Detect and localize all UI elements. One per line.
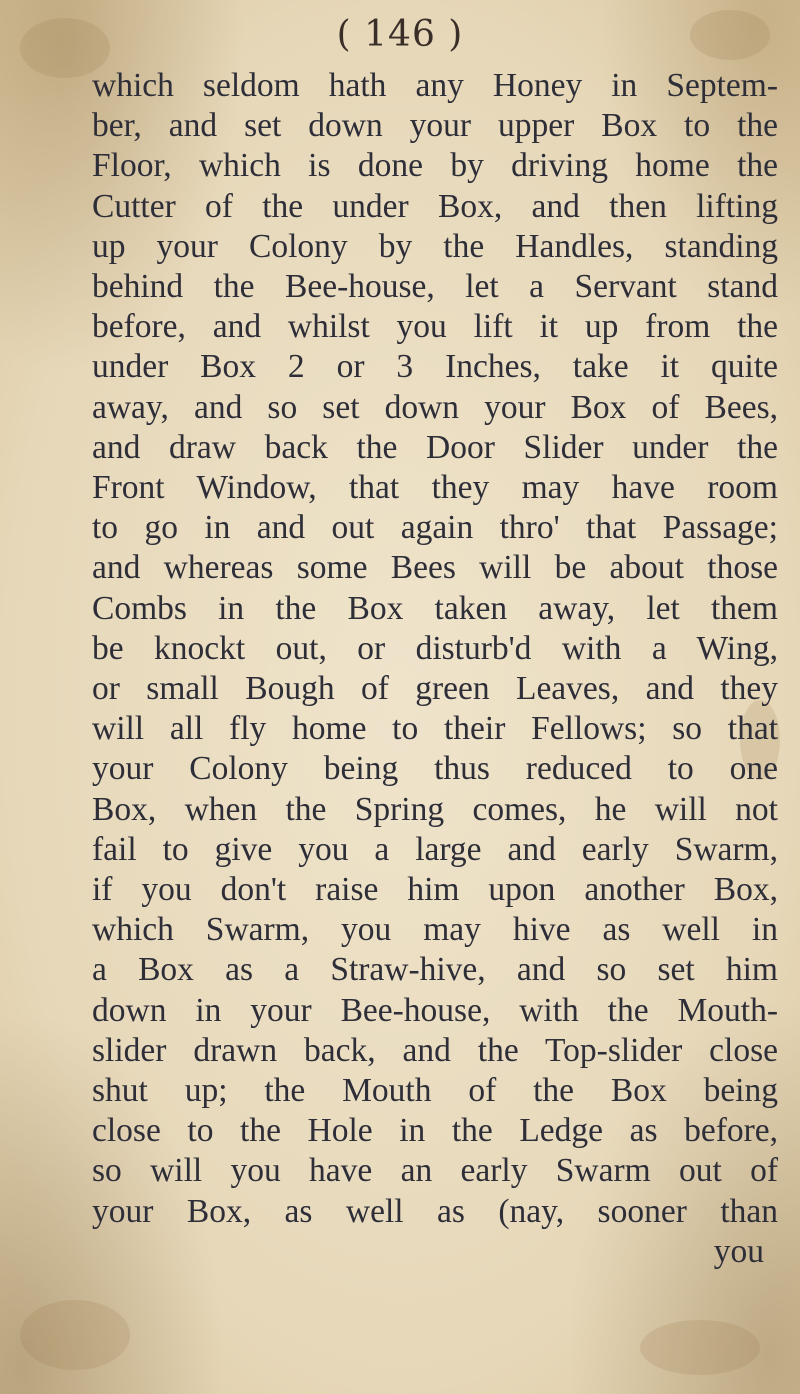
catchword: you [713,1232,764,1270]
text-line: Floor, which is done by driving home the [92,147,778,185]
text-line: a Box as a Straw-hive, and so set him [92,951,778,989]
text-line: Combs in the Box taken away, let them [92,589,778,627]
text-line: to go in and out again thro' that Passage; [92,509,778,547]
text-line: shut up; the Mouth of the Box being [92,1072,778,1110]
text-line: your Colony being thus reduced to one [92,750,778,788]
text-line: your Box, as well as (nay, sooner than [92,1192,778,1230]
text-line: so will you have an early Swarm out of [92,1152,778,1190]
text-line: and whereas some Bees will be about those [92,549,778,587]
text-line: which seldom hath any Honey in Septem- [92,67,778,104]
text-line: will all fly home to their Fellows; so that [92,710,778,748]
paper-stain [20,1300,130,1370]
text-line: fail to give you a large and early Swarm, [92,830,778,868]
text-line: be knockt out, or disturb'd with a Wing, [92,629,778,667]
text-line: Box, when the Spring comes, he will not [92,790,778,828]
text-line: slider drawn back, and the Top-slider close [92,1031,778,1069]
text-line: before, and whilst you lift it up from the [92,308,778,346]
paper-stain [640,1320,760,1375]
text-line: down in your Bee-house, with the Mouth- [92,991,778,1029]
text-line: Front Window, that they may have room [92,469,778,507]
text-line: under Box 2 or 3 Inches, take it quite [92,348,778,386]
text-line: which Swarm, you may hive as well in [92,911,778,949]
text-line: ber, and set down your upper Box to the [92,107,778,145]
text-line: behind the Bee-house, let a Servant stand [92,268,778,306]
text-line: and draw back the Door Slider under the [92,428,778,466]
text-line: Cutter of the under Box, and then lifting [92,187,778,225]
text-line: or small Bough of green Leaves, and they [92,670,778,708]
text-line: if you don't raise him upon another Box, [92,871,778,909]
text-line: away, and so set down your Box of Bees, [92,388,778,426]
text-line: close to the Hole in the Ledge as before, [92,1112,778,1150]
page-number-header: ( 146 ) [336,14,464,55]
text-line: up your Colony by the Handles, standing [92,227,778,265]
body-text [58,66,778,1272]
